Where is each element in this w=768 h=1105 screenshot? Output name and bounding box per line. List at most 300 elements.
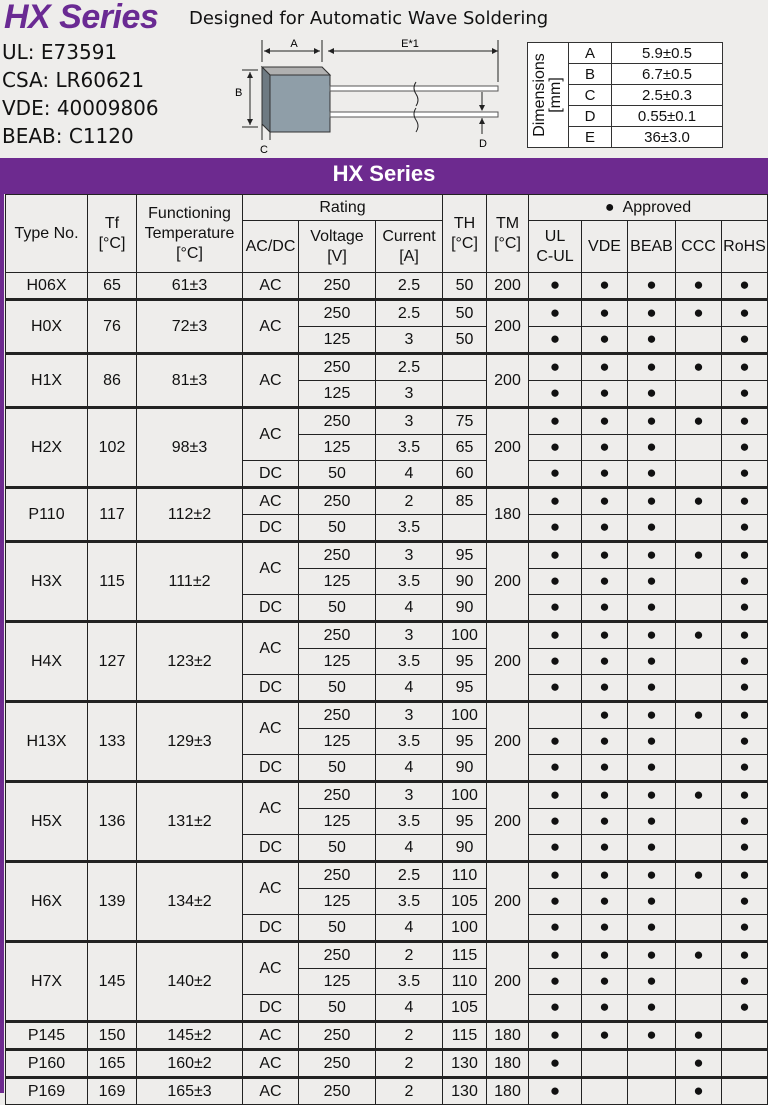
cell-approval-ul bbox=[529, 435, 582, 461]
approved-dot-icon: ● bbox=[739, 437, 750, 456]
cell-approval-vde bbox=[582, 835, 628, 862]
approved-dot-icon: ● bbox=[599, 383, 610, 402]
cell-current: 3 bbox=[376, 327, 443, 354]
cell-approval-vde bbox=[582, 809, 628, 835]
cell-approval-ccc bbox=[676, 595, 722, 622]
cell-functioning-temp: 131±2 bbox=[137, 782, 243, 862]
cell-approval-vde bbox=[582, 942, 628, 969]
cell-approval-vde bbox=[582, 889, 628, 915]
approved-dot-icon: ● bbox=[599, 437, 610, 456]
cell-current: 3 bbox=[376, 381, 443, 408]
cell-voltage: 250 bbox=[299, 542, 376, 569]
header-ccc: CCC bbox=[676, 221, 722, 273]
approved-dot-icon: ● bbox=[599, 1025, 610, 1044]
approved-dot-icon: ● bbox=[549, 785, 561, 804]
cell-tm: 200 bbox=[487, 354, 529, 408]
cell-approval-ul bbox=[529, 408, 582, 435]
header-beab: BEAB bbox=[628, 221, 676, 273]
cell-approval-ul bbox=[529, 809, 582, 835]
approved-dot-icon: ● bbox=[646, 275, 657, 294]
table-row bbox=[6, 488, 768, 515]
cell-approval-vde bbox=[582, 915, 628, 942]
dim-label-c: C bbox=[260, 144, 268, 154]
approved-dot-icon: ● bbox=[549, 945, 561, 964]
cell-approval-rohs bbox=[722, 915, 768, 942]
cell-approval-beab bbox=[628, 915, 676, 942]
header-functioning-temp: Functioning Temperature [°C] bbox=[137, 195, 243, 273]
cell-current: 4 bbox=[376, 915, 443, 942]
header-acdc: AC/DC bbox=[243, 221, 299, 273]
cell-approval-vde bbox=[582, 649, 628, 675]
cell-acdc: AC bbox=[243, 300, 299, 354]
cell-functioning-temp: 165±3 bbox=[137, 1078, 243, 1105]
cell-voltage: 250 bbox=[299, 622, 376, 649]
cell-tm: 200 bbox=[487, 862, 529, 942]
approved-dot-icon: ● bbox=[739, 917, 750, 936]
cell-approval-rohs bbox=[722, 542, 768, 569]
cell-approval-rohs bbox=[722, 381, 768, 408]
cell-current: 3.5 bbox=[376, 435, 443, 461]
cell-voltage: 50 bbox=[299, 461, 376, 488]
approved-dot-icon: ● bbox=[739, 757, 750, 776]
approved-dot-icon: ● bbox=[549, 437, 561, 456]
approved-dot-icon: ● bbox=[693, 545, 704, 564]
cell-approval-beab bbox=[628, 327, 676, 354]
cell-tm: 200 bbox=[487, 702, 529, 782]
cell-approval-vde bbox=[582, 702, 628, 729]
approved-dot-icon: ● bbox=[739, 811, 750, 830]
cell-approval-vde bbox=[582, 354, 628, 381]
cell-tm: 180 bbox=[487, 1078, 529, 1105]
cell-functioning-temp: 111±2 bbox=[137, 542, 243, 622]
cell-approval-beab bbox=[628, 755, 676, 782]
cell-voltage: 250 bbox=[299, 1050, 376, 1078]
approved-dot-icon: ● bbox=[599, 891, 610, 910]
cell-approval-rohs bbox=[722, 461, 768, 488]
cell-voltage: 50 bbox=[299, 995, 376, 1022]
approved-dot-icon: ● bbox=[549, 463, 561, 482]
cell-approval-vde bbox=[582, 569, 628, 595]
cell-type-no: P160 bbox=[6, 1050, 88, 1078]
cell-th: 95 bbox=[443, 675, 487, 702]
cell-approval-ul bbox=[529, 622, 582, 649]
cell-approval-vde bbox=[582, 969, 628, 995]
approved-dot-icon: ● bbox=[599, 625, 610, 644]
cell-voltage: 125 bbox=[299, 649, 376, 675]
cell-current: 2 bbox=[376, 1050, 443, 1078]
approved-dot-icon: ● bbox=[599, 997, 610, 1016]
approved-dot-icon: ● bbox=[646, 705, 657, 724]
approved-dot-icon: ● bbox=[599, 303, 610, 322]
cell-approval-beab bbox=[628, 1078, 676, 1105]
component-diagram bbox=[230, 32, 520, 154]
approved-dot-icon: ● bbox=[646, 811, 657, 830]
cell-approval-ul bbox=[529, 995, 582, 1022]
cell-acdc: DC bbox=[243, 755, 299, 782]
approved-dot-icon: ● bbox=[739, 329, 750, 348]
cell-functioning-temp: 123±2 bbox=[137, 622, 243, 702]
dim-label-d: D bbox=[479, 138, 487, 150]
cell-th: 95 bbox=[443, 542, 487, 569]
cell-functioning-temp: 129±3 bbox=[137, 702, 243, 782]
approved-dot-icon: ● bbox=[599, 357, 610, 376]
cell-th: 50 bbox=[443, 273, 487, 300]
cell-tf: 86 bbox=[88, 354, 137, 408]
header-type-no: Type No. bbox=[6, 195, 88, 273]
cell-approval-ccc bbox=[676, 300, 722, 327]
approved-dot-icon: ● bbox=[599, 705, 610, 724]
series-title: HX Series bbox=[4, 0, 159, 36]
approved-dot-icon: ● bbox=[646, 625, 657, 644]
cell-current: 3.5 bbox=[376, 969, 443, 995]
cell-current: 4 bbox=[376, 835, 443, 862]
cell-voltage: 125 bbox=[299, 569, 376, 595]
cell-approval-vde bbox=[582, 381, 628, 408]
cell-current: 3.5 bbox=[376, 515, 443, 542]
cell-approval-ccc bbox=[676, 782, 722, 809]
approved-dot-icon: ● bbox=[739, 945, 750, 964]
cell-approval-beab bbox=[628, 782, 676, 809]
cell-th: 50 bbox=[443, 327, 487, 354]
cell-approval-rohs bbox=[722, 515, 768, 542]
cell-current: 2.5 bbox=[376, 300, 443, 327]
cell-acdc: AC bbox=[243, 542, 299, 595]
approved-dot-icon: ● bbox=[599, 517, 610, 536]
cell-tm: 180 bbox=[487, 1050, 529, 1078]
approved-dot-icon: ● bbox=[549, 571, 561, 590]
cell-tf: 169 bbox=[88, 1078, 137, 1105]
cell-approval-ccc bbox=[676, 675, 722, 702]
approved-dot-icon: ● bbox=[646, 1025, 657, 1044]
cell-approval-rohs bbox=[722, 755, 768, 782]
cell-approval-ul bbox=[529, 1022, 582, 1050]
cell-voltage: 250 bbox=[299, 354, 376, 381]
cert-csa: CSA: LR60621 bbox=[2, 68, 145, 92]
cell-approval-vde bbox=[582, 488, 628, 515]
cell-approval-ccc bbox=[676, 1050, 722, 1078]
header-tm: TM [°C] bbox=[487, 195, 529, 273]
approved-dot-icon: ● bbox=[739, 625, 750, 644]
cell-type-no: H1X bbox=[6, 354, 88, 408]
cell-approval-vde bbox=[582, 408, 628, 435]
cell-tf: 165 bbox=[88, 1050, 137, 1078]
cell-current: 4 bbox=[376, 995, 443, 1022]
cell-acdc: DC bbox=[243, 461, 299, 488]
cell-approval-ul bbox=[529, 542, 582, 569]
cell-th: 110 bbox=[443, 969, 487, 995]
cell-voltage: 125 bbox=[299, 327, 376, 354]
cell-approval-beab bbox=[628, 542, 676, 569]
approved-dot-icon: ● bbox=[599, 275, 610, 294]
cell-approval-beab bbox=[628, 354, 676, 381]
table-row bbox=[6, 862, 768, 889]
table-row bbox=[6, 408, 768, 435]
cell-approval-beab bbox=[628, 969, 676, 995]
approved-dot-icon: ● bbox=[646, 837, 657, 856]
table-title: HX Series bbox=[332, 161, 436, 186]
approved-dot-icon: ● bbox=[549, 917, 561, 936]
approved-dot-icon: ● bbox=[646, 383, 657, 402]
approved-dot-icon: ● bbox=[646, 517, 657, 536]
cell-approval-beab bbox=[628, 595, 676, 622]
table-row bbox=[6, 942, 768, 969]
cell-approval-ccc bbox=[676, 835, 722, 862]
approved-dot-icon: ● bbox=[693, 1081, 704, 1100]
approved-dot-icon: ● bbox=[549, 997, 561, 1016]
approved-dot-icon: ● bbox=[739, 463, 750, 482]
dim-value: 6.7±0.5 bbox=[612, 64, 723, 85]
approved-dot-icon: ● bbox=[549, 329, 561, 348]
cell-th: 105 bbox=[443, 889, 487, 915]
cell-th: 95 bbox=[443, 809, 487, 835]
cert-beab: BEAB: C1120 bbox=[2, 124, 134, 148]
approved-dot-icon: ● bbox=[693, 945, 704, 964]
cell-th: 85 bbox=[443, 488, 487, 515]
cell-functioning-temp: 160±2 bbox=[137, 1050, 243, 1078]
approved-dot-icon: ● bbox=[549, 1025, 561, 1044]
table-title-banner bbox=[0, 158, 768, 194]
cell-approval-rohs bbox=[722, 408, 768, 435]
cell-approval-ccc bbox=[676, 1022, 722, 1050]
cell-current: 3.5 bbox=[376, 889, 443, 915]
cell-approval-beab bbox=[628, 862, 676, 889]
cell-type-no: H5X bbox=[6, 782, 88, 862]
cell-voltage: 125 bbox=[299, 809, 376, 835]
cell-approval-rohs bbox=[722, 488, 768, 515]
dim-label-e: E*1 bbox=[401, 38, 419, 50]
cell-th: 100 bbox=[443, 622, 487, 649]
cell-voltage: 125 bbox=[299, 889, 376, 915]
cell-approval-ccc bbox=[676, 915, 722, 942]
approved-dot-icon: ● bbox=[693, 303, 704, 322]
cell-approval-ul bbox=[529, 702, 582, 729]
table-row bbox=[6, 542, 768, 569]
cell-th: 90 bbox=[443, 835, 487, 862]
header-voltage: Voltage [V] bbox=[299, 221, 376, 273]
cell-approval-beab bbox=[628, 729, 676, 755]
cell-type-no: H06X bbox=[6, 273, 88, 300]
cell-acdc: AC bbox=[243, 1050, 299, 1078]
cell-approval-rohs bbox=[722, 569, 768, 595]
cell-acdc: AC bbox=[243, 1022, 299, 1050]
cell-approval-vde bbox=[582, 461, 628, 488]
cell-tf: 145 bbox=[88, 942, 137, 1022]
table-row bbox=[6, 622, 768, 649]
cell-approval-vde bbox=[582, 1078, 628, 1105]
header-rohs: RoHS bbox=[722, 221, 768, 273]
approved-dot-icon: ● bbox=[646, 463, 657, 482]
cell-approval-rohs bbox=[722, 809, 768, 835]
cell-approval-beab bbox=[628, 515, 676, 542]
cell-approval-rohs bbox=[722, 273, 768, 300]
cell-approval-beab bbox=[628, 622, 676, 649]
cell-approval-ccc bbox=[676, 702, 722, 729]
cell-approval-ul bbox=[529, 915, 582, 942]
cell-approval-vde bbox=[582, 300, 628, 327]
cell-approval-vde bbox=[582, 862, 628, 889]
cell-approval-beab bbox=[628, 408, 676, 435]
approved-dot-icon: ● bbox=[646, 917, 657, 936]
approved-dot-icon: ● bbox=[646, 545, 657, 564]
cell-approval-beab bbox=[628, 835, 676, 862]
cell-tf: 139 bbox=[88, 862, 137, 942]
cell-th: 65 bbox=[443, 435, 487, 461]
approved-dot-icon: ● bbox=[739, 677, 750, 696]
cell-approval-rohs bbox=[722, 782, 768, 809]
cell-voltage: 250 bbox=[299, 942, 376, 969]
cell-approval-beab bbox=[628, 488, 676, 515]
approved-dot-icon: ● bbox=[693, 865, 704, 884]
approved-dot-icon: ● bbox=[599, 837, 610, 856]
cell-approval-rohs bbox=[722, 649, 768, 675]
cell-type-no: H4X bbox=[6, 622, 88, 702]
approved-dot-icon: ● bbox=[739, 891, 750, 910]
cell-tf: 117 bbox=[88, 488, 137, 542]
cell-current: 2.5 bbox=[376, 862, 443, 889]
approved-dot-icon: ● bbox=[739, 383, 750, 402]
cell-approval-ul bbox=[529, 381, 582, 408]
cell-current: 3 bbox=[376, 702, 443, 729]
approved-dot-icon: ● bbox=[549, 545, 561, 564]
table-row bbox=[6, 273, 768, 300]
table-row bbox=[6, 1022, 768, 1050]
cell-approval-rohs bbox=[722, 1022, 768, 1050]
cell-approval-ul bbox=[529, 969, 582, 995]
cell-acdc: AC bbox=[243, 702, 299, 755]
cell-approval-ccc bbox=[676, 729, 722, 755]
cell-acdc: DC bbox=[243, 915, 299, 942]
cell-approval-beab bbox=[628, 889, 676, 915]
cell-approval-vde bbox=[582, 995, 628, 1022]
approved-dot-icon: ● bbox=[599, 545, 610, 564]
cell-tm: 200 bbox=[487, 542, 529, 622]
table-row bbox=[6, 1050, 768, 1078]
approved-dot-icon: ● bbox=[549, 971, 561, 990]
approved-dot-icon: ● bbox=[599, 677, 610, 696]
cell-approval-rohs bbox=[722, 435, 768, 461]
approved-dot-icon: ● bbox=[739, 517, 750, 536]
cell-approval-rohs bbox=[722, 969, 768, 995]
cell-approval-beab bbox=[628, 381, 676, 408]
cell-approval-rohs bbox=[722, 595, 768, 622]
cell-voltage: 250 bbox=[299, 300, 376, 327]
cell-approval-beab bbox=[628, 809, 676, 835]
approved-dot-icon: ● bbox=[646, 437, 657, 456]
cell-approval-beab bbox=[628, 649, 676, 675]
cell-type-no: H13X bbox=[6, 702, 88, 782]
cell-voltage: 50 bbox=[299, 515, 376, 542]
cell-tf: 133 bbox=[88, 702, 137, 782]
cert-vde: VDE: 40009806 bbox=[2, 96, 159, 120]
cell-th: 100 bbox=[443, 782, 487, 809]
cell-approval-ccc bbox=[676, 327, 722, 354]
cell-voltage: 250 bbox=[299, 782, 376, 809]
cell-approval-ccc bbox=[676, 995, 722, 1022]
approved-dot-icon: ● bbox=[646, 357, 657, 376]
approved-dot-icon: ● bbox=[549, 383, 561, 402]
table-row bbox=[6, 1078, 768, 1105]
cell-current: 4 bbox=[376, 595, 443, 622]
approved-dot-icon: ● bbox=[646, 571, 657, 590]
approved-dot-icon: ● bbox=[646, 945, 657, 964]
cell-tm: 180 bbox=[487, 488, 529, 542]
cell-current: 3.5 bbox=[376, 809, 443, 835]
cell-functioning-temp: 145±2 bbox=[137, 1022, 243, 1050]
cell-voltage: 50 bbox=[299, 755, 376, 782]
cell-acdc: AC bbox=[243, 354, 299, 408]
cell-tm: 200 bbox=[487, 942, 529, 1022]
approved-dot-icon: ● bbox=[693, 785, 704, 804]
cell-approval-ccc bbox=[676, 862, 722, 889]
cell-approval-ul bbox=[529, 461, 582, 488]
cell-acdc: AC bbox=[243, 622, 299, 675]
cell-approval-rohs bbox=[722, 354, 768, 381]
cell-approval-ccc bbox=[676, 542, 722, 569]
cell-approval-beab bbox=[628, 995, 676, 1022]
cell-acdc: AC bbox=[243, 942, 299, 995]
cell-approval-ul bbox=[529, 835, 582, 862]
cell-approval-rohs bbox=[722, 729, 768, 755]
header-ul: UL C-UL bbox=[529, 221, 582, 273]
cell-tf: 115 bbox=[88, 542, 137, 622]
approved-dot-icon: ● bbox=[549, 1081, 561, 1100]
certifications-list bbox=[2, 38, 159, 150]
cell-tm: 200 bbox=[487, 622, 529, 702]
table-row bbox=[6, 782, 768, 809]
approved-dot-icon: ● bbox=[739, 971, 750, 990]
cell-th: 60 bbox=[443, 461, 487, 488]
approved-dot-icon: ● bbox=[646, 651, 657, 670]
cell-th: 100 bbox=[443, 702, 487, 729]
dim-value: 0.55±0.1 bbox=[612, 106, 723, 127]
cell-th: 105 bbox=[443, 995, 487, 1022]
cell-acdc: AC bbox=[243, 862, 299, 915]
approved-dot-icon: ● bbox=[693, 357, 704, 376]
approved-dot-icon: ● bbox=[646, 491, 657, 510]
dim-value: 2.5±0.3 bbox=[612, 85, 723, 106]
cell-tf: 127 bbox=[88, 622, 137, 702]
approved-dot-icon: ● bbox=[549, 757, 561, 776]
cell-th bbox=[443, 354, 487, 381]
dim-letter: A bbox=[569, 43, 612, 64]
cell-approval-vde bbox=[582, 1022, 628, 1050]
cell-approval-vde bbox=[582, 675, 628, 702]
cell-approval-ul bbox=[529, 273, 582, 300]
cell-approval-beab bbox=[628, 300, 676, 327]
cell-acdc: AC bbox=[243, 1078, 299, 1105]
cell-approval-vde bbox=[582, 273, 628, 300]
cell-th: 130 bbox=[443, 1050, 487, 1078]
approved-dot-icon: ● bbox=[693, 491, 704, 510]
cell-acdc: DC bbox=[243, 995, 299, 1022]
dim-label-a: A bbox=[290, 38, 298, 50]
cell-approval-ul bbox=[529, 942, 582, 969]
cell-approval-rohs bbox=[722, 327, 768, 354]
approved-dot-icon: ● bbox=[693, 411, 704, 430]
approved-dot-icon: ● bbox=[549, 1053, 561, 1072]
cell-acdc: DC bbox=[243, 595, 299, 622]
approved-dot-icon: ● bbox=[599, 785, 610, 804]
approved-dot-icon: ● bbox=[549, 517, 561, 536]
left-accent-bar bbox=[0, 194, 4, 1093]
cell-approval-vde bbox=[582, 729, 628, 755]
cell-th: 115 bbox=[443, 1022, 487, 1050]
cell-approval-ccc bbox=[676, 488, 722, 515]
cell-voltage: 250 bbox=[299, 1078, 376, 1105]
cell-current: 3 bbox=[376, 542, 443, 569]
approved-dot-icon: ● bbox=[549, 811, 561, 830]
cell-type-no: H0X bbox=[6, 300, 88, 354]
